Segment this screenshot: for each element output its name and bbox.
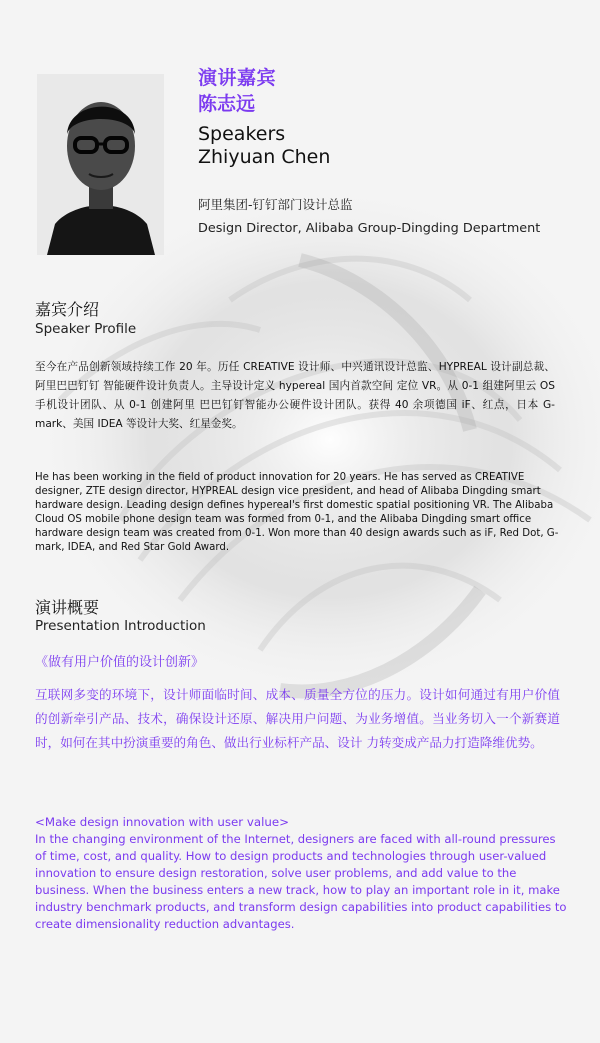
presentation-heading-cn: 演讲概要 xyxy=(35,598,100,617)
profile-heading-cn: 嘉宾介绍 xyxy=(35,300,100,319)
speaker-name-en: Zhiyuan Chen xyxy=(198,146,331,168)
profile-body-en: He has been working in the field of product innovation for 20 years. He has served as CREATIVE designer, ZTE design director, HYPREAL design vice president, and head of Alibaba Dingding smart hardware design. Leading design defines hypereal's first domestic spatial positioning VR. The Alibaba Cloud OS mobile phone design team was formed from 0-1, and the Alibaba Dingding smart office hardware design team was created from 0-1. Won more than 40 design awards such as iF, Red Dot, G-mark, IDEA, and Red Star Gold Award. xyxy=(35,472,559,553)
speaker-role-cn: 阿里集团-钉钉部门设计总监 xyxy=(198,197,353,212)
talk-title-cn: 《做有用户价值的设计创新》 xyxy=(35,655,205,670)
speaker-label-cn: 演讲嘉宾 xyxy=(198,67,277,89)
speaker-role-en: Design Director, Alibaba Group-Dingding Department xyxy=(198,221,541,236)
speaker-label-en: Speakers xyxy=(198,123,286,145)
talk-body-cn: 互联网多变的环境下，设计师面临时间、成本、质量全方位的压力。设计如何通过有用户价值的创新牵引产品、技术，确保设计还原、解决用户问题、为业务增值。当业务切入一个新赛道时，如何在其中扮演重要的角色、做出行业标杆产品、设计 力转变成产品力打造降维优势。 xyxy=(35,687,560,750)
profile-body-cn: 至今在产品创新领域持续工作 20 年。历任 CREATIVE 设计师、中兴通讯设计总监、HYPREAL 设计副总裁、阿里巴巴钉钉 智能硬件设计负责人。主导设计定义 hypereal 国内首款空间 定位 VR。从 0-1 组建阿里云 OS 手机设计团队、从 0-1 创建阿里 巴巴钉钉智能办公硬件设计团队。获得 40 余项德国 iF、红点，日本 G-mark、美国 IDEA 等设计大奖、红星金奖。 xyxy=(35,361,555,430)
profile-heading-en: Speaker Profile xyxy=(35,321,137,337)
speaker-photo xyxy=(37,74,164,255)
talk-body-en: In the changing environment of the Internet, designers are faced with all-round pressures of time, cost, and quality. How to design products and technologies through user-valued innovation to ensure design restoration, solve user problems, and add value to the business. When the business enters a new track, how to play an important role in it, make industry benchmark products, and transform design capabilities into product capabilities to create dimensionality reduction advantages. xyxy=(35,832,567,931)
speaker-name-cn: 陈志远 xyxy=(198,93,256,115)
presentation-heading-en: Presentation Introduction xyxy=(35,618,206,634)
talk-title-en: <Make design innovation with user value> xyxy=(35,815,289,829)
